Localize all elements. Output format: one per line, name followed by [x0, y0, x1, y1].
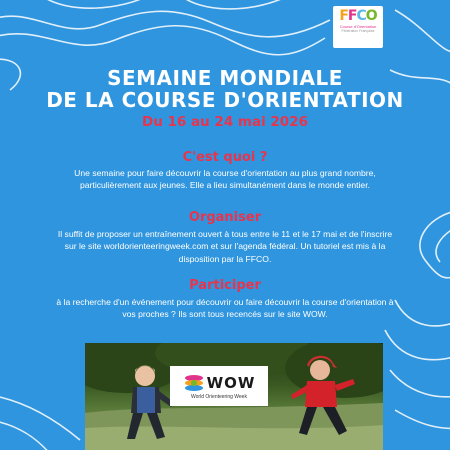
wow-wordmark: WOW: [206, 373, 256, 392]
ffco-logo-mark: FFCO: [339, 8, 377, 24]
section-text-participate: à la recherche d'un événement pour découvrir ou faire découvrir la course d'orientation à vos proches ? Ils sont tous recencés sur le site WOW.: [56, 297, 394, 320]
section-text-organise: Il suffit de proposer un entraînement ouvert à tous entre le 11 et le 17 mai et de l'inscrire sur le site worldorienteeringweek.com et sur l'agenda fédéral. Un tutoriel est mis à la disposition par la FFCO.: [57, 229, 393, 264]
ffco-logo-line2: Fédération Française: [341, 29, 375, 33]
section-heading-organise: Organiser: [188, 210, 262, 225]
section-heading-participate: Participer: [189, 278, 261, 293]
section-heading-what: C'est quoi ?: [182, 150, 268, 165]
title-line-2: DE LA COURSE D'ORIENTATION: [46, 88, 404, 112]
ffco-logo[interactable]: [333, 6, 383, 48]
event-dates: Du 16 au 24 mai 2026: [142, 114, 308, 130]
wow-swirl-icon: [183, 373, 205, 393]
ffco-logo-line1: Course d'Orientation: [339, 24, 377, 29]
wow-logo[interactable]: [170, 366, 268, 406]
title-line-1: SEMAINE MONDIALE: [107, 66, 343, 90]
wow-tagline: World Orienteering Week: [191, 393, 247, 400]
section-text-what: Une semaine pour faire découvrir la course d'orientation au plus grand nombre, particulièrement aux jeunes. Elle a lieu simultanément dans le monde entier.: [74, 168, 376, 191]
